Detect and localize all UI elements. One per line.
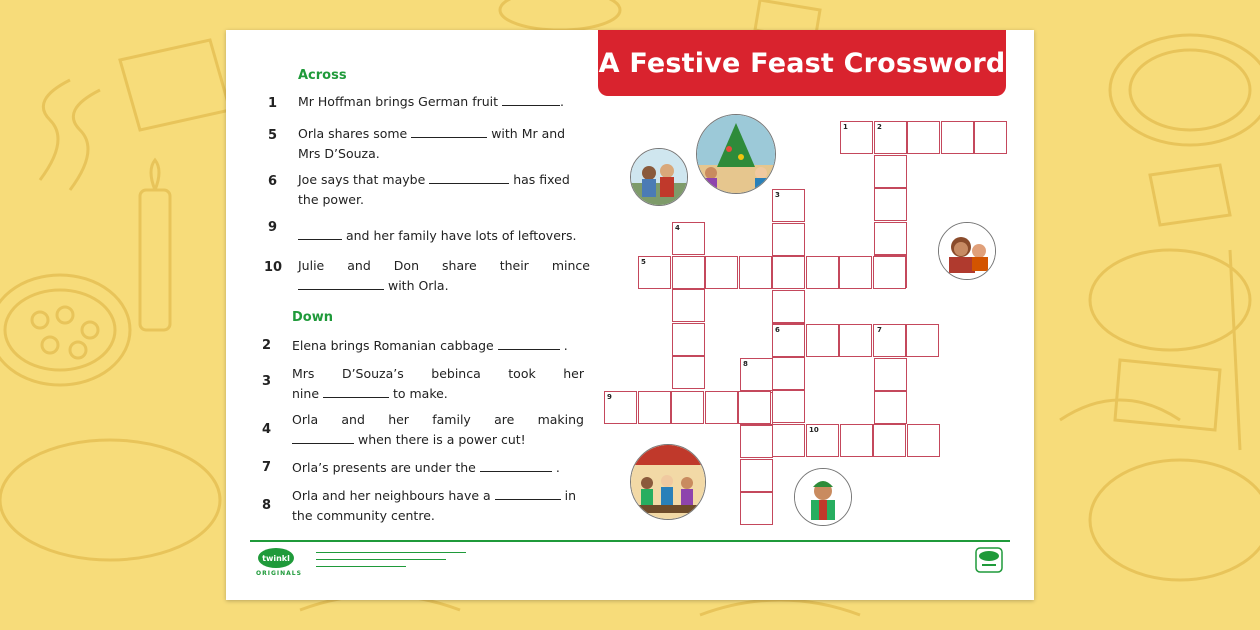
clue-number: 8 xyxy=(262,498,272,513)
clue-across-6: Joe says that maybe has fixed the power. xyxy=(298,172,570,207)
clue-number: 5 xyxy=(268,128,278,143)
clue-down-7: Orla’s presents are under the . xyxy=(292,460,560,475)
cell-number: 3 xyxy=(775,191,780,199)
crossword-cell[interactable] xyxy=(672,289,705,322)
man-illustration xyxy=(794,468,852,526)
community-party-illustration xyxy=(630,444,706,520)
elderly-woman-illustration xyxy=(938,222,996,280)
crossword-cell[interactable] xyxy=(873,256,906,289)
crossword-cell[interactable] xyxy=(874,188,907,221)
crossword-cell[interactable] xyxy=(874,155,907,188)
cell-number: 6 xyxy=(775,326,780,334)
crossword-cell[interactable] xyxy=(839,256,872,289)
crossword-cell[interactable] xyxy=(806,256,839,289)
clue-across-10-line2: with Orla. xyxy=(298,276,590,296)
clue-down-3: Mrs D’Souza’s bebinca took her xyxy=(292,366,584,381)
crossword-cell[interactable] xyxy=(740,492,773,525)
clue-number: 2 xyxy=(262,338,272,353)
crossword-cell[interactable] xyxy=(672,256,705,289)
across-heading: Across xyxy=(298,68,347,83)
clue-number: 1 xyxy=(268,96,278,111)
crossword-cell[interactable] xyxy=(772,424,805,457)
clue-number: 9 xyxy=(268,220,278,235)
crossword-cell[interactable] xyxy=(873,424,906,457)
footer-note xyxy=(316,548,476,567)
clue-number: 7 xyxy=(262,460,272,475)
crossword-cell[interactable] xyxy=(906,324,939,357)
cell-number: 7 xyxy=(877,326,882,334)
clue-across-10: Julie and Don share their mince xyxy=(298,258,590,273)
crossword-cell[interactable] xyxy=(672,323,705,356)
clue-number: 4 xyxy=(262,422,272,437)
crossword-cell[interactable] xyxy=(705,256,738,289)
crossword-cell[interactable] xyxy=(840,424,873,457)
crossword-cell[interactable] xyxy=(772,357,805,390)
page-title: A Festive Feast Crossword xyxy=(598,30,1006,96)
svg-text:twinkl: twinkl xyxy=(262,554,290,563)
crossword-cell[interactable] xyxy=(941,121,974,154)
crossword-cell[interactable] xyxy=(772,223,805,256)
worksheet xyxy=(226,30,1034,600)
clue-down-4: Orla and her family are making xyxy=(292,412,584,427)
family-illustration xyxy=(630,148,688,206)
logo-subtitle: ORIGINALS xyxy=(256,570,302,577)
cell-number: 8 xyxy=(743,360,748,368)
cell-number: 4 xyxy=(675,224,680,232)
crossword-cell[interactable] xyxy=(739,256,772,289)
down-heading: Down xyxy=(292,310,333,325)
crossword-cell[interactable] xyxy=(738,391,771,424)
crossword-cell[interactable] xyxy=(772,390,805,423)
cell-number: 10 xyxy=(809,426,819,434)
crossword-cell[interactable] xyxy=(772,290,805,323)
cell-number: 2 xyxy=(877,123,882,131)
clue-down-2: Elena brings Romanian cabbage . xyxy=(292,338,568,353)
clue-number: 10 xyxy=(264,260,283,275)
crossword-cell[interactable] xyxy=(671,391,704,424)
twinkl-small-logo xyxy=(974,546,1004,574)
crossword-cell[interactable] xyxy=(672,356,705,389)
crossword-cell[interactable] xyxy=(839,324,872,357)
clue-across-5: Orla shares some with Mr and Mrs D’Souza. xyxy=(298,126,566,161)
crossword-cell[interactable] xyxy=(740,459,773,492)
clue-down-3-line2: nine to make. xyxy=(292,386,448,401)
cell-number: 9 xyxy=(607,393,612,401)
clue-across-9: and her family have lots of leftovers. xyxy=(298,226,590,246)
crossword-cell[interactable] xyxy=(806,324,839,357)
cell-number: 1 xyxy=(843,123,848,131)
footer-divider xyxy=(250,540,1010,542)
cell-number: 5 xyxy=(641,258,646,266)
crossword-cell[interactable] xyxy=(907,121,940,154)
crossword-cell[interactable] xyxy=(705,391,738,424)
clue-down-8: Orla and her neighbours have a in the community centre. xyxy=(292,488,577,523)
crossword-cell[interactable] xyxy=(638,391,671,424)
clue-number: 3 xyxy=(262,374,272,389)
crossword-cell[interactable] xyxy=(907,424,940,457)
clue-down-4-line2: when there is a power cut! xyxy=(292,430,584,450)
crossword-cell[interactable] xyxy=(740,425,773,458)
crossword-cell[interactable] xyxy=(874,358,907,391)
crossword-cell[interactable] xyxy=(874,222,907,255)
clue-across-1: Mr Hoffman brings German fruit . xyxy=(298,94,565,109)
crossword-cell[interactable] xyxy=(874,391,907,424)
clue-number: 6 xyxy=(268,174,278,189)
christmas-tree-illustration xyxy=(696,114,776,194)
crossword-cell[interactable] xyxy=(772,256,805,289)
crossword-cell[interactable] xyxy=(974,121,1007,154)
